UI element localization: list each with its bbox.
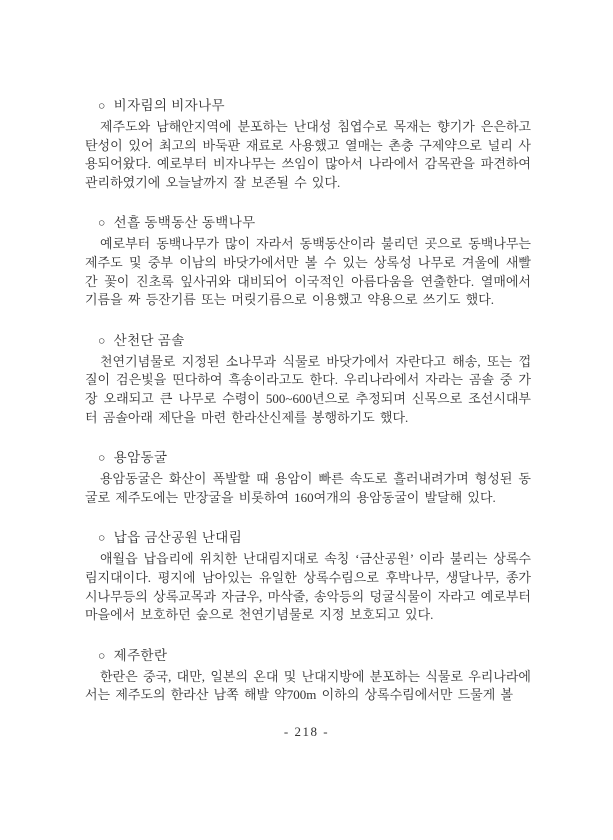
section-seonheul-camellia	[85, 213, 531, 309]
section-nabeup-forest	[85, 528, 531, 624]
section-body: 한란은 중국, 대만, 일본의 온대 및 난대지방에 분포하는 식물로 우리나라에서는 제주도의 한라산 남쪽 해발 약700m 이하의 상록수림에서만 드물게 볼	[85, 668, 531, 703]
circle-bullet-icon: ○	[98, 215, 106, 230]
section-jeju-hanran	[85, 646, 531, 705]
section-heading	[98, 331, 531, 351]
section-heading	[98, 646, 531, 666]
section-title: 선흘 동백동산 동백나무	[113, 215, 256, 231]
circle-bullet-icon: ○	[98, 530, 106, 545]
section-title: 비자림의 비자나무	[113, 98, 225, 113]
document-content	[85, 96, 531, 726]
section-body: 천연기념물로 지정된 소나무과 식물로 바닷가에서 자란다고 해송, 또는 껍질이 검은빛을 띤다하여 흑송이라고도 한다. 우리나라에서 자라는 곰솔 중 가장 오래되고 큰 나무로 수령이 500~600년으로 추정되며 신목으로 조선시대부터 곰솔아래 제단을 마련 한라산신제를 봉행하기도 했다.	[85, 353, 531, 425]
circle-bullet-icon: ○	[98, 333, 106, 348]
section-title: 산천단 곰솔	[113, 332, 185, 348]
section-heading	[98, 448, 531, 468]
section-title: 제주한란	[113, 647, 168, 663]
section-body: 용암동굴은 화산이 폭발할 때 용암이 빠른 속도로 흘러내려가며 형성된 동굴로 제주도에는 만장굴을 비롯하여 160여개의 용암동굴이 발달해 있다.	[85, 471, 531, 505]
section-sancheondan-pine	[85, 331, 531, 427]
circle-bullet-icon: ○	[98, 98, 106, 113]
section-body: 애월읍 납읍리에 위치한 난대림지대로 속칭 ‘금산공원’ 이라 불리는 상록수림지대이다. 평지에 남아있는 유일한 상록수림으로 후박나무, 생달나무, 종가시나무등의 상록교목과 자금우, 마삭줄, 송악등의 덩굴식물이 자라고 예로부터 마을에서 보호하던 숲으로 천연기념물로 지정 보호되고 있다.	[85, 551, 531, 623]
section-body: 예로부터 동백나무가 많이 자라서 동백동산이라 불리던 곳으로 동백나무는 제주도 및 중부 이남의 바닷가에서만 볼 수 있는 상록성 나무로 겨울에 새빨간 꽃이 진초록 잎사귀와 대비되어 이국적인 아름다움을 연출한다. 열매에서 기름을 짜 등잔기름 또는 머릿기름으로 이용했고 약용으로 쓰기도 했다.	[85, 236, 531, 308]
section-lava-tube	[85, 448, 531, 507]
section-title: 용암동굴	[113, 450, 168, 466]
circle-bullet-icon: ○	[98, 648, 106, 663]
circle-bullet-icon: ○	[98, 450, 106, 465]
page-number: - 218 -	[283, 724, 330, 739]
section-body: 제주도와 남해안지역에 분포하는 난대성 침엽수로 목재는 향기가 은은하고 탄성이 있어 최고의 바둑판 재료로 사용했고 열매는 촌충 구제약으로 널리 사용되어왔다. 예로부터 비자나무는 쓰임이 많아서 나라에서 감목관을 파견하여 관리하였기에 오늘날까지 잘 보존될 수 있다.	[85, 119, 531, 190]
section-heading	[98, 96, 531, 116]
section-heading	[98, 213, 531, 233]
section-bija-forest	[85, 96, 531, 192]
section-heading	[98, 528, 531, 548]
section-title: 납읍 금산공원 난대림	[113, 530, 243, 546]
